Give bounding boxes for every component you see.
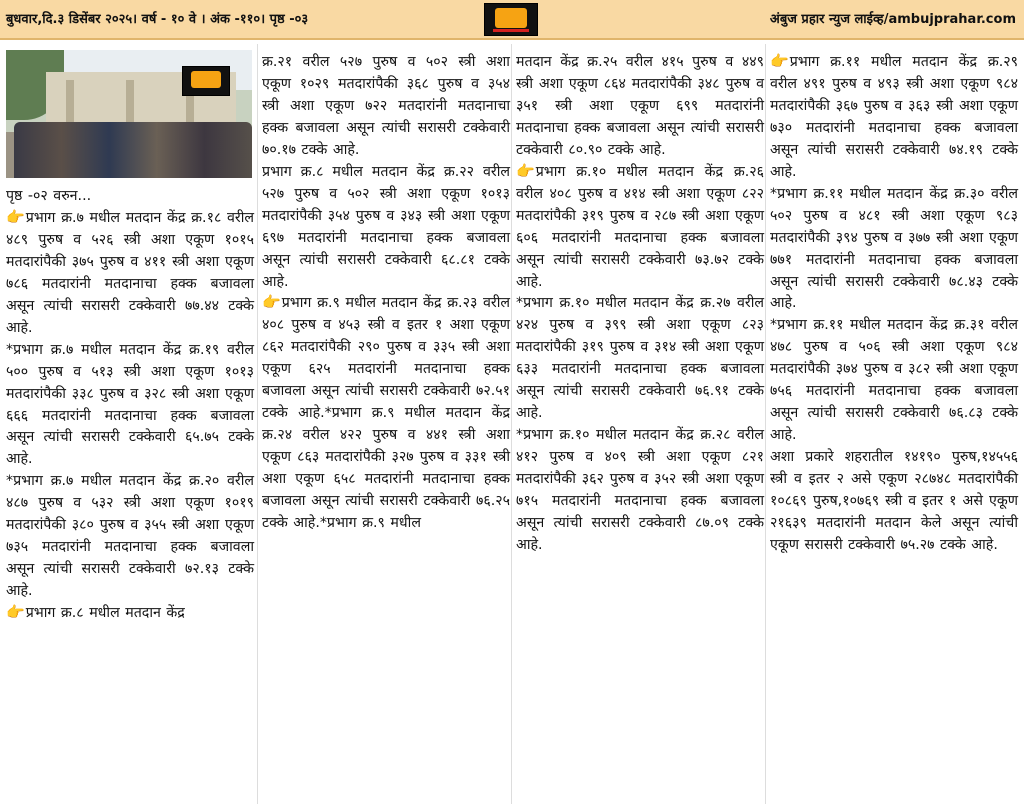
article-column-1: [6, 186, 254, 625]
logo-mark: [495, 8, 527, 28]
article-paragraph: [516, 162, 764, 294]
article-column-2: [262, 52, 510, 535]
article-paragraph: [770, 184, 1018, 316]
article-column-3: [516, 52, 764, 557]
paragraph-text: क्र.२१ वरील ५२७ पुरुष व ५०२ स्त्री अशा एकूण १०२९ मतदारांपैकी ३६८ पुरुष व ३५४ स्त्री अशा एकूण ७२२ मतदारांनी मतदानाचा हक्क बजावला असून त्यांची सरासरी टक्केवारी ७०.१७ टक्के आहे.: [262, 54, 510, 158]
article-paragraph: [770, 315, 1018, 447]
article-paragraph: [516, 293, 764, 425]
website-credit: अंबुज प्रहार न्युज लाईव्ह/ambujprahar.com: [769, 12, 1016, 27]
column-divider: [257, 44, 258, 804]
article-paragraph: [6, 603, 254, 625]
paragraph-text: *प्रभाग क्र.११ मधील मतदान केंद्र क्र.३० वरील ५०२ पुरुष व ४८१ स्त्री अशा एकूण ९८३ मतदारांपैकी ३९४ पुरुष व ३७७ स्त्री अशा एकूण ७७१ मतदारांनी मतदानाचा हक्क बजावला असून त्यांची सरासरी टक्केवारी ७८.४३ टक्के आहे.: [770, 185, 1018, 312]
news-photo: [6, 50, 252, 178]
article-paragraph: [6, 208, 254, 340]
article-column-4: [770, 52, 1018, 557]
column-divider: [511, 44, 512, 804]
article-paragraph: [770, 52, 1018, 184]
paragraph-text: *प्रभाग क्र.७ मधील मतदान केंद्र क्र.१९ वरील ५०० पुरुष व ५१३ स्त्री अशा एकूण १०१३ मतदारांपैकी ३३८ पुरुष व ३२८ स्त्री अशा एकूण ६६६ मतदारांनी मतदानाचा हक्क बजावला असून त्यांची सरासरी टक्केवारी ६५.७५ टक्के आहे.: [6, 341, 254, 468]
article-paragraph: [6, 340, 254, 472]
article-paragraph: [262, 162, 510, 294]
article-paragraph: [516, 52, 764, 162]
issue-info: बुधवार,दि.३ डिसेंबर २०२५। वर्ष - १० वे । अंक -११०। पृष्ठ -०३: [6, 12, 309, 27]
photo-crowd: [14, 122, 252, 178]
paragraph-text: प्रभाग क्र.१० मधील मतदान केंद्र क्र.२६ वरील ४०८ पुरुष व ४१४ स्त्री अशा एकूण ८२२ मतदारांपैकी ३१९ पुरुष व २८७ स्त्री अशा एकूण ६०६ मतदारांनी मतदानाचा हक्क बजावला असून त्यांची सरासरी टक्केवारी ७३.७२ टक्के आहे.: [516, 163, 764, 290]
paragraph-text: *प्रभाग क्र.७ मधील मतदान केंद्र क्र.२० वरील ४८७ पुरुष व ५३२ स्त्री अशा एकूण १०१९ मतदारांपैकी ३८० पुरुष व ३५५ स्त्री अशा एकूण ७३५ मतदारांनी मतदानाचा हक्क बजावला असून त्यांची सरासरी टक्केवारी ७२.१३ टक्के आहे.: [6, 473, 254, 600]
photo-watermark-logo-icon: [182, 66, 230, 96]
paragraph-text: प्रभाग क्र.८ मधील मतदान केंद्र क्र.२२ वरील ५२७ पुरुष व ५०२ स्त्री अशा एकूण १०१३ मतदारांपैकी ३५४ पुरुष व ३४३ स्त्री अशा एकूण ६९७ मतदारांनी मतदानाचा हक्क बजावला असून त्यांची सरासरी टक्केवारी ६८.८१ टक्के आहे.: [262, 163, 510, 290]
article-paragraph: [262, 52, 510, 162]
paragraph-text: *प्रभाग क्र.१० मधील मतदान केंद्र क्र.२८ वरील ४१२ पुरुष व ४०९ स्त्री अशा एकूण ८२१ मतदारांपैकी ३६२ पुरुष व ३५२ स्त्री अशा एकूण ७१५ मतदारांनी मतदानाचा हक्क बजावला असून त्यांची सरासरी टक्केवारी ८७.०९ टक्के आहे.: [516, 427, 764, 553]
paragraph-text: मतदान केंद्र क्र.२५ वरील ४१५ पुरुष व ४४९ स्त्री अशा एकूण ८६४ मतदारांपैकी ३४८ पुरुष व ३५१ स्त्री अशा एकूण ६९९ मतदारांनी मतदानाचा हक्क बजावला असून त्यांची सरासरी टक्केवारी ८०.९० टक्के आहे.: [516, 54, 764, 158]
masthead: [0, 0, 1024, 40]
paragraph-text: प्रभाग क्र.११ मधील मतदान केंद्र क्र.२९ वरील ४९१ पुरुष व ४९३ स्त्री अशा एकूण ९८४ मतदारांपैकी ३६७ पुरुष व ३६३ स्त्री अशा एकूण ७३० मतदारांनी मतदानाचा हक्क बजावला असून त्यांची सरासरी टक्केवारी ७४.१९ टक्के आहे.: [770, 54, 1018, 180]
pointing-hand-icon: 👉: [6, 207, 25, 226]
paragraph-text: प्रभाग क्र.७ मधील मतदान केंद्र क्र.१८ वरील ४८९ पुरुष व ५२६ स्त्री अशा एकूण १०१५ मतदारांपैकी ३७५ पुरुष व ४११ स्त्री अशा एकूण ७८६ मतदारांनी मतदानाचा हक्क बजावला असून त्यांची सरासरी टक्केवारी ७७.४४ टक्के आहे.: [6, 209, 254, 336]
paragraph-text: अशा प्रकारे शहरातील १४१९० पुरुष,१४५५६ स्त्री व इतर २ असे एकूण २८७४८ मतदारांपैकी १०८६९ पुरुष,१०७६९ स्त्री व इतर १ असे एकूण २१६३९ मतदारांनी मतदान केले असून त्यांची एकूण सरासरी टक्केवारी ७५.२७ टक्के आहे.: [770, 449, 1018, 553]
pointing-hand-icon: 👉: [770, 52, 789, 70]
pointing-hand-icon: 👉: [516, 161, 535, 180]
pointing-hand-icon: 👉: [262, 293, 281, 312]
article-paragraph: [770, 447, 1018, 557]
paragraph-text: प्रभाग क्र.८ मधील मतदान केंद्र: [25, 605, 185, 622]
article-paragraph: [262, 293, 510, 534]
newspaper-logo-icon: [484, 3, 538, 36]
photo-watermark-mark: [191, 71, 221, 88]
paragraph-text: प्रभाग क्र.९ मधील मतदान केंद्र क्र.२३ वरील ४०८ पुरुष व ४५३ स्त्री व इतर १ अशा एकूण ८६२ मतदारांपैकी २९० पुरुष व ३३५ स्त्री अशा एकूण ६२५ मतदारांनी मतदानाचा हक्क बजावला असून त्यांची सरासरी टक्केवारी ७२.५१ टक्के आहे.*प्रभाग क्र.९ मधील मतदान केंद्र क्र.२४ वरील ४२२ पुरुष व ४४१ स्त्री अशा एकूण ८६३ मतदारांपैकी ३२७ पुरुष व ३३१ स्त्री अशा एकूण ६५८ मतदारांनी मतदानाचा हक्क बजावला असून त्यांची सरासरी टक्केवारी ७६.२५ टक्के आहे.*प्रभाग क्र.९ मधील: [262, 295, 510, 532]
pointing-hand-icon: 👉: [6, 603, 25, 622]
column-divider: [765, 44, 766, 804]
paragraph-text: *प्रभाग क्र.१० मधील मतदान केंद्र क्र.२७ वरील ४२४ पुरुष व ३९९ स्त्री अशा एकूण ८२३ मतदारांपैकी ३१९ पुरुष व ३१४ स्त्री अशा एकूण ६३३ मतदारांनी मतदानाचा हक्क बजावला असून त्यांची सरासरी टक्केवारी ७६.९१ टक्के आहे.: [516, 295, 764, 422]
article-paragraph: [516, 425, 764, 557]
paragraph-text: *प्रभाग क्र.११ मधील मतदान केंद्र क्र.३१ वरील ४७८ पुरुष व ५०६ स्त्री अशा एकूण ९८४ मतदारांपैकी ३७४ पुरुष व ३८२ स्त्री अशा एकूण ७५६ मतदारांनी मतदानाचा हक्क बजावला असून त्यांची सरासरी टक्केवारी ७६.८३ टक्के आहे.: [770, 317, 1018, 444]
article-paragraph: [6, 471, 254, 603]
paragraph-text: पृष्ठ -०२ वरुन...: [6, 188, 92, 204]
article-paragraph: [6, 186, 254, 208]
logo-bar: [493, 29, 529, 32]
